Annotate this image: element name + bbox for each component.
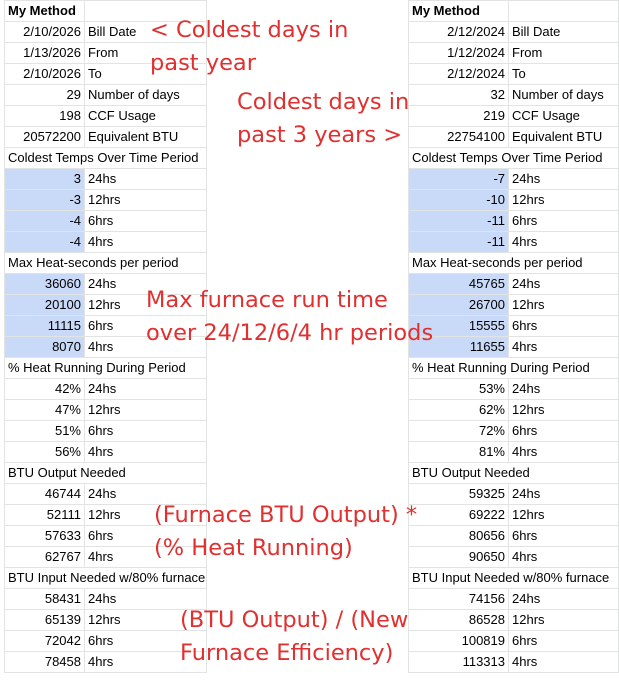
section-value-cell[interactable]: 62%	[409, 400, 509, 421]
section-header-cell[interactable]: Coldest Temps Over Time Period	[5, 148, 207, 169]
section-data-row	[5, 400, 207, 421]
section-value-cell[interactable]: 8070	[5, 337, 85, 358]
section-value-cell[interactable]: 65139	[5, 610, 85, 631]
annotation-line: Max furnace run time	[146, 287, 388, 313]
info-value-cell[interactable]: 20572200	[5, 127, 85, 148]
section-value-cell[interactable]: 69222	[409, 505, 509, 526]
section-data-row	[409, 421, 619, 442]
section-data-row	[409, 316, 619, 337]
section-value-cell[interactable]: 56%	[5, 442, 85, 463]
section-label-cell[interactable]: 12hrs	[85, 295, 207, 316]
annotation-coldest-past-year	[150, 14, 348, 79]
annotation-furnace-output-formula	[154, 499, 417, 564]
section-value-cell[interactable]: 42%	[5, 379, 85, 400]
section-label-cell[interactable]: 4hrs	[509, 652, 619, 673]
section-label-cell[interactable]: 12hrs	[509, 190, 619, 211]
section-label-cell[interactable]: 6hrs	[509, 631, 619, 652]
section-data-row	[5, 652, 207, 673]
info-label-cell[interactable]: CCF Usage	[85, 106, 207, 127]
section-header-cell[interactable]: Max Heat-seconds per period	[5, 253, 207, 274]
section-data-row	[409, 337, 619, 358]
section-label-cell[interactable]: 12hrs	[85, 505, 207, 526]
info-value-cell[interactable]: 2/10/2026	[5, 64, 85, 85]
section-value-cell[interactable]: 15555	[409, 316, 509, 337]
info-row	[409, 106, 619, 127]
info-label-cell[interactable]: Equivalent BTU	[85, 127, 207, 148]
section-label-cell[interactable]: 24hs	[509, 484, 619, 505]
section-label-cell[interactable]: 4hrs	[85, 547, 207, 568]
section-label-cell[interactable]: 24hs	[509, 379, 619, 400]
section-value-cell[interactable]: 26700	[409, 295, 509, 316]
info-value-cell[interactable]: 198	[5, 106, 85, 127]
section-label-cell[interactable]: 6hrs	[85, 526, 207, 547]
section-header-row	[5, 148, 207, 169]
info-label-cell[interactable]: From	[85, 43, 207, 64]
annotation-line: < Coldest days in	[150, 17, 349, 43]
info-label-cell[interactable]: To	[85, 64, 207, 85]
section-data-row	[409, 484, 619, 505]
info-value-cell[interactable]: 2/12/2024	[409, 22, 509, 43]
section-data-row	[409, 547, 619, 568]
section-label-cell[interactable]: 24hs	[85, 379, 207, 400]
section-label-cell[interactable]: 6hrs	[509, 211, 619, 232]
section-value-cell[interactable]: 47%	[5, 400, 85, 421]
section-label-cell[interactable]: 6hrs	[509, 526, 619, 547]
section-data-row	[5, 379, 207, 400]
section-label-cell[interactable]: 12hrs	[85, 610, 207, 631]
section-value-cell[interactable]: 81%	[409, 442, 509, 463]
annotation-max-furnace-run	[146, 284, 433, 349]
section-value-cell[interactable]: -11	[409, 232, 509, 253]
section-header-cell[interactable]: BTU Output Needed	[409, 463, 619, 484]
section-data-row	[5, 631, 207, 652]
section-header-row	[5, 568, 207, 589]
info-row	[5, 85, 207, 106]
section-label-cell[interactable]: 6hrs	[509, 421, 619, 442]
section-data-row	[409, 379, 619, 400]
section-header-cell[interactable]: BTU Input Needed w/80% furnace	[409, 568, 619, 589]
section-value-cell[interactable]: 20100	[5, 295, 85, 316]
section-label-cell[interactable]: 12hrs	[509, 610, 619, 631]
section-label-cell[interactable]: 6hrs	[85, 421, 207, 442]
info-row	[409, 85, 619, 106]
section-label-cell[interactable]: 12hrs	[85, 190, 207, 211]
info-row	[409, 22, 619, 43]
annotation-btu-input-formula	[180, 604, 408, 669]
annotation-coldest-past-3-years	[237, 86, 409, 151]
section-value-cell[interactable]: 59325	[409, 484, 509, 505]
section-header-cell[interactable]: Coldest Temps Over Time Period	[409, 148, 619, 169]
section-value-cell[interactable]: 11115	[5, 316, 85, 337]
section-data-row	[5, 232, 207, 253]
annotation-line: over 24/12/6/4 hr periods	[146, 319, 434, 346]
annotation-line: (% Heat Running)	[154, 534, 353, 561]
section-value-cell[interactable]: 78458	[5, 652, 85, 673]
section-label-cell[interactable]: 4hrs	[509, 547, 619, 568]
section-header-cell[interactable]: Max Heat-seconds per period	[409, 253, 619, 274]
info-row	[5, 106, 207, 127]
section-value-cell[interactable]: 72%	[409, 421, 509, 442]
section-value-cell[interactable]: 113313	[409, 652, 509, 673]
section-label-cell[interactable]: 24hs	[85, 274, 207, 295]
section-label-cell[interactable]: 24hs	[509, 589, 619, 610]
section-data-row	[409, 169, 619, 190]
section-value-cell[interactable]: -10	[409, 190, 509, 211]
empty-cell[interactable]	[509, 1, 619, 22]
section-header-row	[5, 253, 207, 274]
section-data-row	[5, 589, 207, 610]
section-value-cell[interactable]: 86528	[409, 610, 509, 631]
section-header-row	[409, 253, 619, 274]
section-label-cell[interactable]: 4hrs	[85, 337, 207, 358]
section-data-row	[409, 442, 619, 463]
section-data-row	[5, 442, 207, 463]
section-header-row	[5, 463, 207, 484]
section-value-cell[interactable]: 36060	[5, 274, 85, 295]
section-label-cell[interactable]: 4hrs	[85, 442, 207, 463]
section-value-cell[interactable]: -4	[5, 211, 85, 232]
section-value-cell[interactable]: 100819	[409, 631, 509, 652]
section-data-row	[409, 274, 619, 295]
table-title-cell[interactable]: My Method	[5, 1, 85, 22]
info-row	[409, 43, 619, 64]
section-value-cell[interactable]: 80656	[409, 526, 509, 547]
info-value-cell[interactable]: 29	[5, 85, 85, 106]
section-header-row	[409, 463, 619, 484]
section-data-row	[409, 610, 619, 631]
section-label-cell[interactable]: 4hrs	[509, 442, 619, 463]
annotation-line: (BTU Output) / (New	[180, 607, 409, 633]
section-value-cell[interactable]: -11	[409, 211, 509, 232]
section-label-cell[interactable]: 24hs	[85, 589, 207, 610]
section-value-cell[interactable]: 3	[5, 169, 85, 190]
info-label-cell[interactable]: Bill Date	[509, 22, 619, 43]
section-header-row	[5, 358, 207, 379]
section-data-row	[409, 652, 619, 673]
info-row	[409, 64, 619, 85]
section-value-cell[interactable]: 53%	[409, 379, 509, 400]
info-label-cell[interactable]: To	[509, 64, 619, 85]
right-period-table	[408, 0, 619, 673]
info-value-cell[interactable]: 1/12/2024	[409, 43, 509, 64]
section-label-cell[interactable]: 12hrs	[509, 400, 619, 421]
section-label-cell[interactable]: 4hrs	[85, 652, 207, 673]
section-header-row	[409, 568, 619, 589]
section-data-row	[5, 190, 207, 211]
section-label-cell[interactable]: 6hrs	[509, 316, 619, 337]
info-value-cell[interactable]: 2/10/2026	[5, 22, 85, 43]
section-data-row	[409, 526, 619, 547]
section-label-cell[interactable]: 24hs	[509, 274, 619, 295]
section-header-row	[409, 148, 619, 169]
info-value-cell[interactable]: 32	[409, 85, 509, 106]
section-value-cell[interactable]: 90650	[409, 547, 509, 568]
section-data-row	[5, 169, 207, 190]
info-value-cell[interactable]: 219	[409, 106, 509, 127]
section-data-row	[409, 505, 619, 526]
section-value-cell[interactable]: 62767	[5, 547, 85, 568]
info-label-cell[interactable]: Bill Date	[85, 22, 207, 43]
info-value-cell[interactable]: 22754100	[409, 127, 509, 148]
section-value-cell[interactable]: 51%	[5, 421, 85, 442]
section-value-cell[interactable]: -4	[5, 232, 85, 253]
section-data-row	[5, 610, 207, 631]
section-value-cell[interactable]: 11655	[409, 337, 509, 358]
section-value-cell[interactable]: 46744	[5, 484, 85, 505]
section-value-cell[interactable]: 57633	[5, 526, 85, 547]
section-label-cell[interactable]: 12hrs	[509, 505, 619, 526]
section-value-cell[interactable]: 45765	[409, 274, 509, 295]
section-value-cell[interactable]: 52111	[5, 505, 85, 526]
section-label-cell[interactable]: 4hrs	[509, 337, 619, 358]
info-label-cell[interactable]: Equivalent BTU	[509, 127, 619, 148]
section-data-row	[409, 190, 619, 211]
section-value-cell[interactable]: 58431	[5, 589, 85, 610]
section-header-row	[409, 358, 619, 379]
info-value-cell[interactable]: 2/12/2024	[409, 64, 509, 85]
annotation-line: (Furnace BTU Output) *	[154, 502, 418, 528]
section-value-cell[interactable]: -7	[409, 169, 509, 190]
info-row	[5, 127, 207, 148]
section-data-row	[409, 295, 619, 316]
section-header-cell[interactable]: BTU Input Needed w/80% furnace	[5, 568, 207, 589]
section-data-row	[409, 211, 619, 232]
section-value-cell[interactable]: 72042	[5, 631, 85, 652]
info-row	[409, 127, 619, 148]
info-value-cell[interactable]: 1/13/2026	[5, 43, 85, 64]
section-value-cell[interactable]: 74156	[409, 589, 509, 610]
section-label-cell[interactable]: 24hs	[85, 484, 207, 505]
section-label-cell[interactable]: 6hrs	[85, 631, 207, 652]
section-header-cell[interactable]: % Heat Running During Period	[5, 358, 207, 379]
title-row	[409, 1, 619, 22]
section-data-row	[409, 232, 619, 253]
section-data-row	[409, 589, 619, 610]
section-label-cell[interactable]: 4hrs	[509, 232, 619, 253]
section-data-row	[409, 400, 619, 421]
info-label-cell[interactable]: Number of days	[509, 85, 619, 106]
info-label-cell[interactable]: From	[509, 43, 619, 64]
section-header-cell[interactable]: % Heat Running During Period	[409, 358, 619, 379]
info-label-cell[interactable]: CCF Usage	[509, 106, 619, 127]
annotation-line: past 3 years >	[237, 121, 403, 148]
table-title-cell[interactable]: My Method	[409, 1, 509, 22]
section-label-cell[interactable]: 6hrs	[85, 316, 207, 337]
annotation-line: past year	[150, 49, 256, 76]
section-header-cell[interactable]: BTU Output Needed	[5, 463, 207, 484]
annotation-line: Coldest days in	[237, 89, 410, 115]
section-label-cell[interactable]: 24hs	[509, 169, 619, 190]
info-label-cell[interactable]: Number of days	[85, 85, 207, 106]
section-data-row	[409, 631, 619, 652]
annotation-line: Furnace Efficiency)	[180, 639, 394, 666]
section-data-row	[5, 211, 207, 232]
section-label-cell[interactable]: 4hrs	[85, 232, 207, 253]
section-value-cell[interactable]: -3	[5, 190, 85, 211]
section-label-cell[interactable]: 12hrs	[509, 295, 619, 316]
section-label-cell[interactable]: 24hs	[85, 169, 207, 190]
section-label-cell[interactable]: 6hrs	[85, 211, 207, 232]
section-label-cell[interactable]: 12hrs	[85, 400, 207, 421]
section-data-row	[5, 421, 207, 442]
